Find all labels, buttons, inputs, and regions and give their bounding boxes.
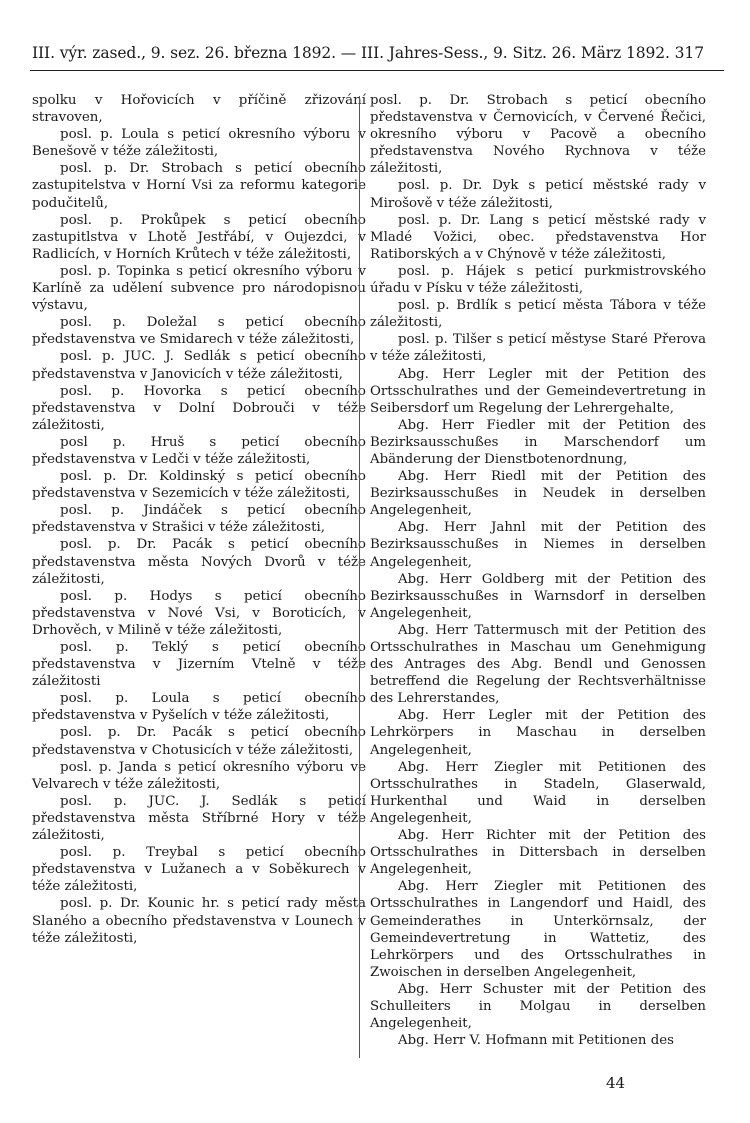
paragraph: posl. p. Loula s peticí obecního představenstva v Pyšelích v téže záležitosti,: [32, 691, 366, 724]
column-divider: [359, 96, 360, 1058]
paragraph: posl p. Hruš s peticí obecního představenstva v Ledči v téže záležitosti,: [32, 434, 366, 467]
paragraph: posl. p. Dr. Pacák s peticí obecního představenstva v Chotusicích v téže záležitosti,: [32, 725, 366, 758]
page-header: III. výr. zased., 9. sez. 26. března 1892. — III. Jahres-Sess., 9. Sitz. 26. März 1892. 317: [32, 44, 704, 62]
paragraph: Abg. Herr Jahnl mit der Petition des Bezirksausschußes in Niemes in derselben Angelegenheit,: [370, 520, 706, 570]
paragraph: posl. p. Hodys s peticí obecního představenstva v Nové Vsi, v Boroticích, v Drhověch, v Milině v téže záležitosti,: [32, 588, 366, 638]
paragraph: posl. p. Doležal s peticí obecního představenstva ve Smidarech v téže záležitosti,: [32, 315, 366, 348]
paragraph: Abg. Herr Legler mit der Petition des Ortsschulrathes und der Gemeindevertretung in Seibersdorf um Regelung der Lehrergehalte,: [370, 366, 706, 416]
page-number: 44: [606, 1074, 626, 1092]
paragraph: posl. p. Dr. Koldinský s peticí obecního představenstva v Sezemicích v téže záležitosti,: [32, 469, 366, 502]
paragraph: posl. p. Teklý s peticí obecního představenstva v Jizerním Vtelně v téže záležitosti: [32, 640, 366, 690]
header-rule: [30, 70, 724, 71]
paragraph: Abg. Herr V. Hofmann mit Petitionen des: [398, 1033, 674, 1049]
paragraph: posl. p. Janda s peticí okresního výboru ve Velvarech v téže záležitosti,: [32, 759, 366, 792]
paragraph: posl. p. Dr. Kounic hr. s peticí rady města Slaného a obecního představenstva v Lounech v téže záležitosti,: [32, 896, 366, 946]
paragraph: posl. p. Topinka s peticí okresního výboru v Karlíně za udělení subvence pro národopisnou výstavu,: [32, 263, 366, 314]
paragraph: posl. p. Loula s peticí okresního výboru v Benešově v téže záležitosti,: [32, 127, 366, 160]
paragraph: Abg. Herr Legler mit der Petition des Lehrkörpers in Maschau in derselben Angelegenheit,: [370, 708, 706, 758]
paragraph: Abg. Herr Fiedler mit der Petition des Bezirksausschußes in Marschendorf um Abänderung der Dienstbotenordnung,: [370, 417, 706, 467]
paragraph: Abg. Herr Schuster mit der Petition des Schulleiters in Molgau in derselben Angelegenheit,: [370, 981, 706, 1032]
paragraph: posl. p. Jindáček s peticí obecního představenstva v Strašici v téže záležitosti,: [32, 503, 366, 536]
left-column: [32, 92, 366, 947]
paragraph: Abg. Herr Tattermusch mit der Petition des Ortsschulrathes in Maschau um Genehmigung des Antrages des Abg. Bendl und Genossen betreffend die Regelung der Rechtsverhältnisse des Lehrerstandes,: [370, 622, 706, 707]
paragraph: posl. p. Dr. Strobach s peticí obecního zastupitelstva v Horní Vsi za reformu kategorie podučitelů,: [32, 161, 366, 211]
paragraph: posl. p. Dr. Strobach s peticí obecního představenstva v Černovicích, v Červené Řečici, okresního výboru v Pacově a obecního představenstva Nového Rychnova v téže záležitosti,: [370, 93, 706, 177]
paragraph: posl. p. JUC. J. Sedlák s peticí obecního představenstva v Janovicích v téže záležitosti,: [32, 349, 366, 382]
right-column: [370, 92, 706, 1049]
paragraph: posl. p. Dr. Pacák s peticí obecního představenstva města Nových Dvorů v téže záležitosti,: [32, 537, 366, 587]
paragraph: Abg. Herr Riedl mit der Petition des Bezirksausschußes in Neudek in derselben Angelegenheit,: [370, 469, 706, 519]
paragraph: Abg. Herr Richter mit der Petition des Ortsschulrathes in Dittersbach in derselben Angelegenheit,: [370, 828, 706, 878]
paragraph: Abg. Herr Ziegler mit Petitionen des Ortsschulrathes in Stadeln, Glaserwald, Hurkenthal und Waid in derselben Angelegenheit,: [370, 759, 706, 826]
paragraph: posl. p. JUC. J. Sedlák s peticí představenstva města Stříbrné Hory v téže záležitosti,: [32, 793, 366, 844]
paragraph: spolku v Hořovicích v příčině zřizování stravoven,: [32, 93, 366, 126]
paragraph: posl. p. Tilšer s peticí městyse Staré Přerova v téže záležitosti,: [370, 332, 706, 365]
paragraph: posl. p. Hájek s peticí purkmistrovského úřadu v Písku v téže záležitosti,: [370, 263, 706, 297]
paragraph: Abg. Herr Goldberg mit der Petition des Bezirksausschußes in Warnsdorf in derselben Angelegenheit,: [370, 571, 706, 621]
paragraph: posl. p. Prokůpek s peticí obecního zastupitlstva v Lhotě Jestřábí, v Oujezdci, v Radlicích, v Horních Krůtech v téže záležitosti,: [32, 212, 366, 262]
paragraph: posl. p. Dr. Dyk s peticí městské rady v Mirošově v téže záležitosti,: [370, 178, 706, 211]
paragraph: posl. p. Hovorka s peticí obecního představenstva v Dolní Dobrouči v téže záležitosti,: [32, 383, 366, 433]
paragraph: Abg. Herr Ziegler mit Petitionen des Ortsschulrathes in Langendorf und Haidl, des Gemeinderathes in Unterkörnsalz, der Gemeindevertretung in Wattetiz, des Lehrkörpers und des Ortsschulrathes in Zwoischen in derselben Angelegenheit,: [370, 879, 706, 980]
paragraph: posl. p. Dr. Lang s peticí městské rady v Mladé Vožici, obec. představenstva Hor Ratiborských a v Chýnově v téže záležitosti,: [370, 212, 706, 262]
paragraph: posl. p. Brdlík s peticí města Tábora v téže záležitosti,: [370, 298, 706, 331]
paragraph: posl. p. Treybal s peticí obecního představenstva v Lužanech a v Soběkurech v téže záležitosti,: [32, 845, 366, 895]
